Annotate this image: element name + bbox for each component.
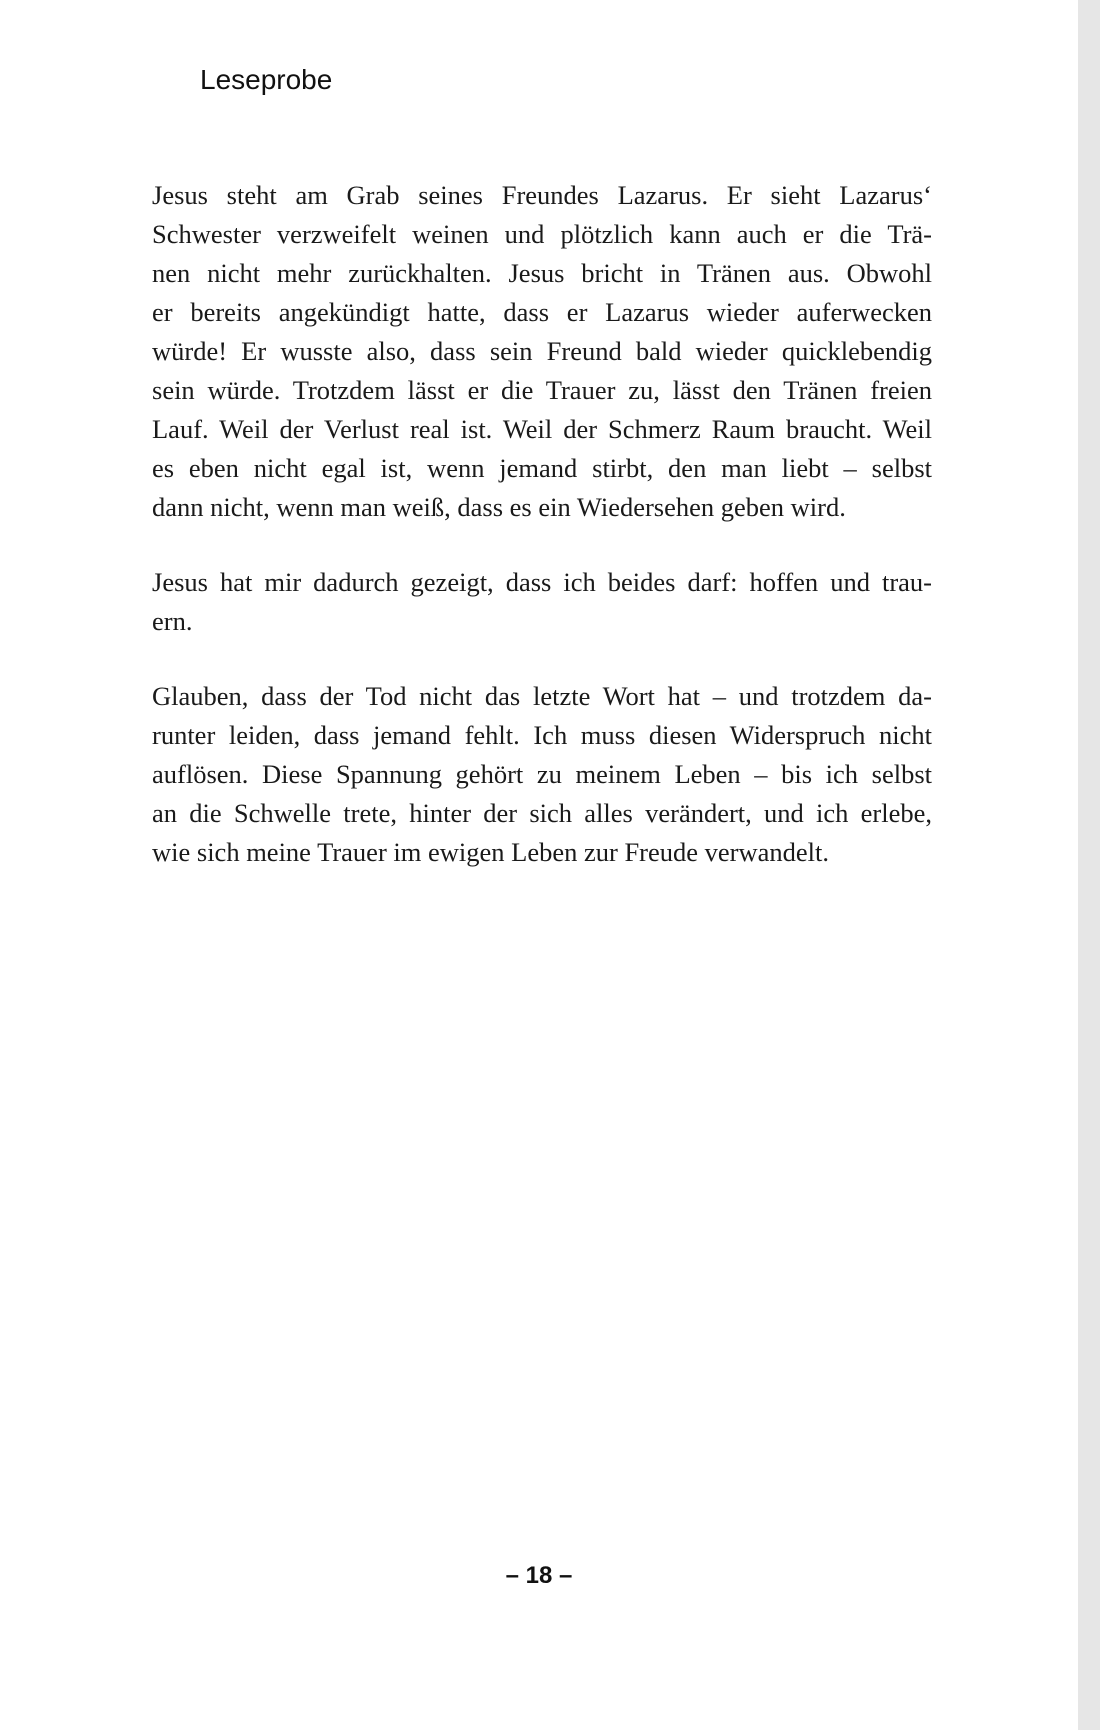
text-line: nen nicht mehr zurückhalten. Jesus bricht in Tränen aus. Obwohl xyxy=(152,258,932,288)
viewer-side-strip xyxy=(1078,0,1100,1730)
page-number: – 18 – xyxy=(505,1562,573,1589)
text-line: würde! Er wusste also, dass sein Freund bald wieder quicklebendig xyxy=(152,336,932,366)
text-line: es eben nicht egal ist, wenn jemand stirbt, den man liebt – selbst xyxy=(152,453,932,483)
text-line: Schwester verzweifelt weinen und plötzlich kann auch er die Trä- xyxy=(152,219,932,249)
body-text xyxy=(152,176,932,908)
text-line: Lauf. Weil der Verlust real ist. Weil der Schmerz Raum braucht. Weil xyxy=(152,414,932,444)
text-line: wie sich meine Trauer im ewigen Leben zur Freude verwandelt. xyxy=(152,837,830,867)
text-line: ern. xyxy=(152,606,193,636)
text-line: Jesus steht am Grab seines Freundes Lazarus. Er sieht Lazarus‘ xyxy=(152,180,932,210)
page-header: Leseprobe xyxy=(200,64,333,95)
text-line: an die Schwelle trete, hinter der sich alles verändert, und ich erlebe, xyxy=(152,798,932,828)
text-line: auflösen. Diese Spannung gehört zu meinem Leben – bis ich selbst xyxy=(152,759,932,789)
paragraph-3 xyxy=(152,677,932,872)
text-line: er bereits angekündigt hatte, dass er Lazarus wieder auferwecken xyxy=(152,297,932,327)
text-line: runter leiden, dass jemand fehlt. Ich muss diesen Widerspruch nicht xyxy=(152,720,932,750)
text-line: Jesus hat mir dadurch gezeigt, dass ich beides darf: hoffen und trau- xyxy=(152,567,932,597)
text-line: dann nicht, wenn man weiß, dass es ein Wiedersehen geben wird. xyxy=(152,492,846,522)
paragraph-1 xyxy=(152,176,932,527)
text-line: Glauben, dass der Tod nicht das letzte Wort hat – und trotzdem da- xyxy=(152,681,932,711)
text-line: sein würde. Trotzdem lässt er die Trauer zu, lässt den Tränen freien xyxy=(152,375,932,405)
paragraph-2 xyxy=(152,563,932,641)
